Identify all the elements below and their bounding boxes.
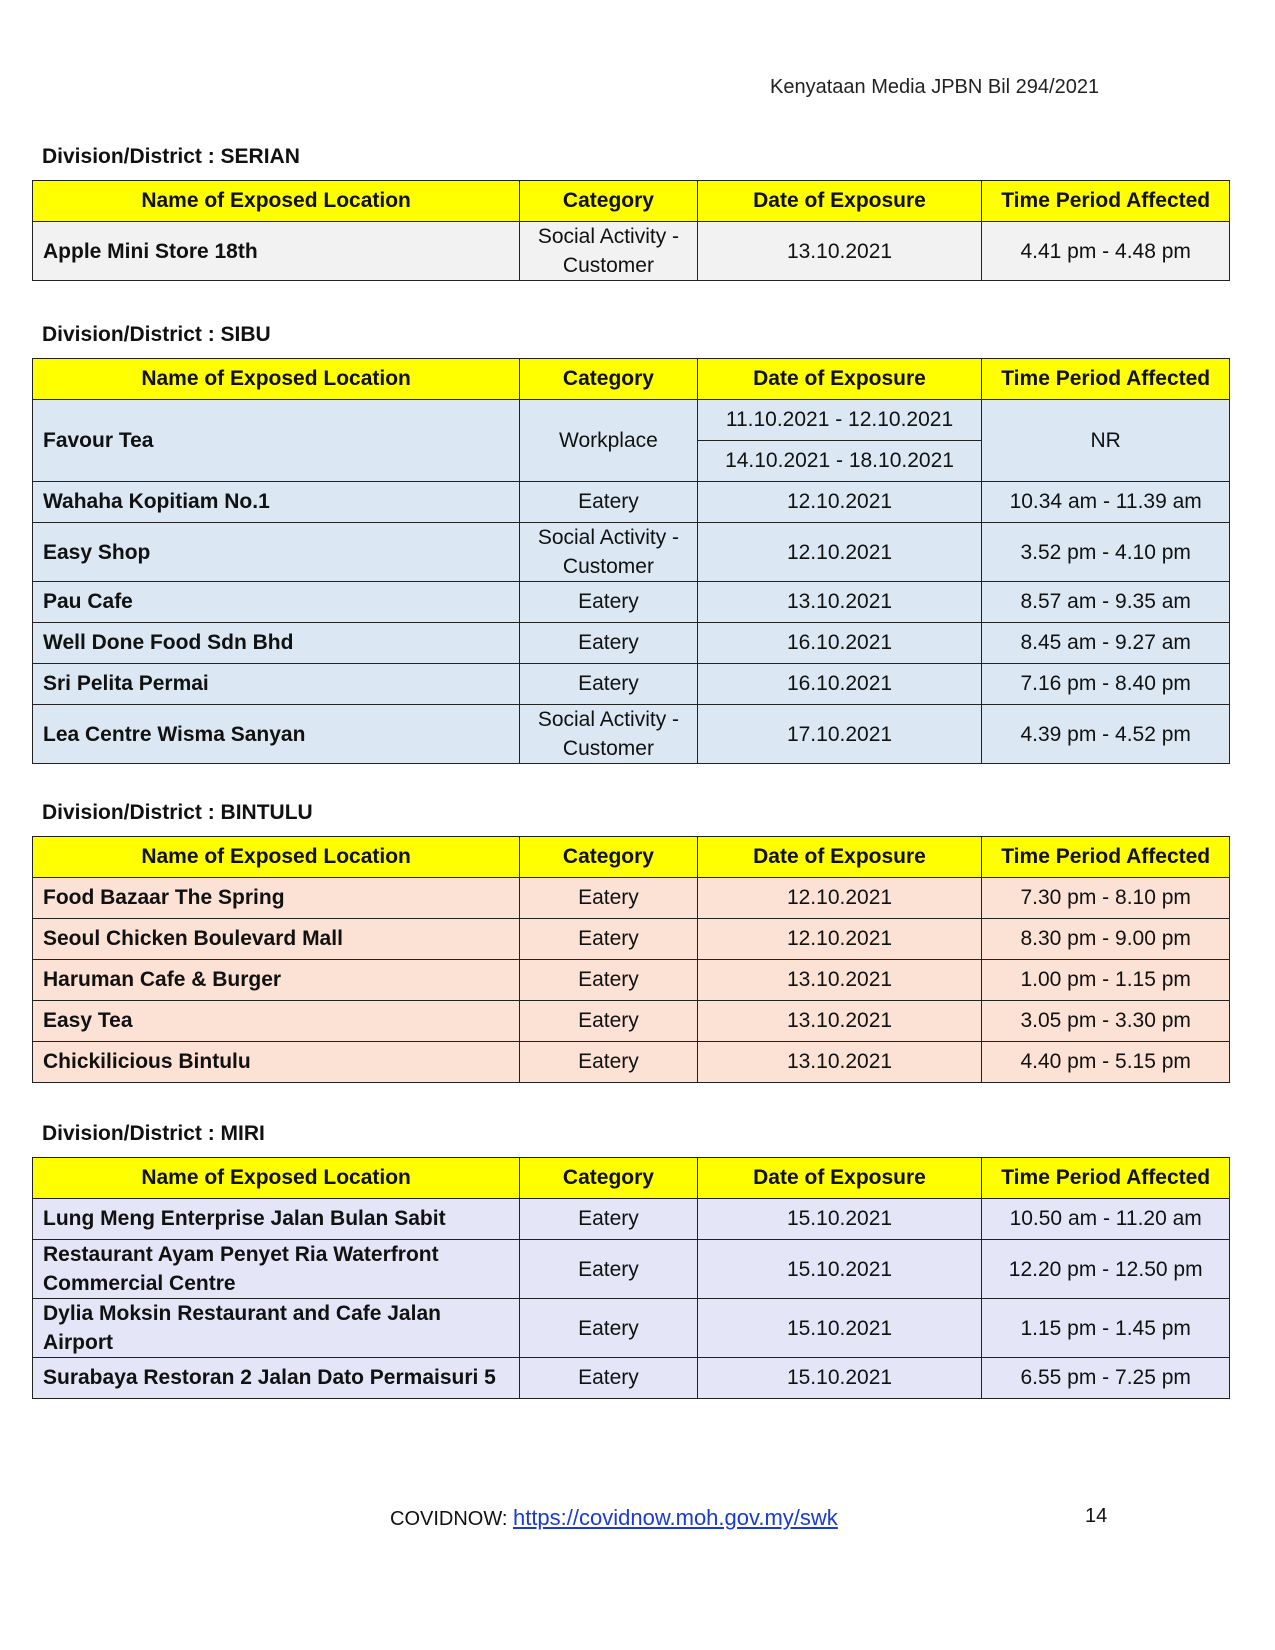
time-cell: 10.50 am - 11.20 am	[982, 1199, 1230, 1240]
category-cell: Eatery	[520, 1001, 697, 1042]
date-cell: 15.10.2021	[697, 1199, 982, 1240]
category-cell: Eatery	[520, 1199, 697, 1240]
exposure-table	[32, 180, 1230, 281]
table-row	[33, 482, 1230, 523]
table-header-row	[33, 181, 1230, 222]
column-header-date: Date of Exposure	[697, 1158, 982, 1199]
date-cell: 16.10.2021	[697, 623, 982, 664]
column-header-category: Category	[520, 837, 697, 878]
column-header-location: Name of Exposed Location	[33, 359, 520, 400]
table-row	[33, 919, 1230, 960]
location-cell: Surabaya Restoran 2 Jalan Dato Permaisuri 5	[33, 1358, 520, 1399]
time-cell: 8.57 am - 9.35 am	[982, 582, 1230, 623]
date-cell: 12.10.2021	[697, 878, 982, 919]
date-cell: 12.10.2021	[697, 523, 982, 582]
time-cell: 8.45 am - 9.27 am	[982, 623, 1230, 664]
category-cell: Social Activity - Customer	[520, 705, 697, 764]
date-cell: 13.10.2021	[697, 960, 982, 1001]
table-row	[33, 1299, 1230, 1358]
district-label: Division/District : SERIAN	[42, 145, 300, 168]
time-cell: 8.30 pm - 9.00 pm	[982, 919, 1230, 960]
column-header-date: Date of Exposure	[697, 359, 982, 400]
location-cell: Well Done Food Sdn Bhd	[33, 623, 520, 664]
category-cell: Eatery	[520, 878, 697, 919]
category-cell: Social Activity - Customer	[520, 523, 697, 582]
location-cell: Pau Cafe	[33, 582, 520, 623]
location-cell: Restaurant Ayam Penyet Ria Waterfront Commercial Centre	[33, 1240, 520, 1299]
date-cell: 14.10.2021 - 18.10.2021	[697, 441, 982, 482]
column-header-location: Name of Exposed Location	[33, 837, 520, 878]
table-row	[33, 582, 1230, 623]
location-cell: Dylia Moksin Restaurant and Cafe Jalan Airport	[33, 1299, 520, 1358]
page-number: 14	[1085, 1505, 1108, 1527]
date-cell: 11.10.2021 - 12.10.2021	[697, 400, 982, 441]
location-cell: Wahaha Kopitiam No.1	[33, 482, 520, 523]
time-cell: 1.15 pm - 1.45 pm	[982, 1299, 1230, 1358]
location-cell: Lung Meng Enterprise Jalan Bulan Sabit	[33, 1199, 520, 1240]
exposure-table	[32, 836, 1230, 1083]
date-cell: 13.10.2021	[697, 222, 982, 281]
time-cell: 4.39 pm - 4.52 pm	[982, 705, 1230, 764]
table-header-row	[33, 837, 1230, 878]
exposure-table	[32, 1157, 1230, 1399]
table-row	[33, 1001, 1230, 1042]
district-label: Division/District : BINTULU	[42, 801, 313, 824]
column-header-category: Category	[520, 1158, 697, 1199]
section-bintulu	[32, 798, 1230, 1083]
covidnow-reference	[390, 1505, 838, 1531]
category-cell: Eatery	[520, 1240, 697, 1299]
date-cell: 17.10.2021	[697, 705, 982, 764]
column-header-date: Date of Exposure	[697, 181, 982, 222]
table-row	[33, 400, 1230, 441]
category-cell: Eatery	[520, 482, 697, 523]
table-row	[33, 1199, 1230, 1240]
location-cell: Sri Pelita Permai	[33, 664, 520, 705]
date-cell: 15.10.2021	[697, 1358, 982, 1399]
time-cell: 4.40 pm - 5.15 pm	[982, 1042, 1230, 1083]
column-header-date: Date of Exposure	[697, 837, 982, 878]
location-cell: Food Bazaar The Spring	[33, 878, 520, 919]
column-header-category: Category	[520, 359, 697, 400]
category-cell: Eatery	[520, 1299, 697, 1358]
time-cell: 1.00 pm - 1.15 pm	[982, 960, 1230, 1001]
category-cell: Eatery	[520, 623, 697, 664]
table-row	[33, 1358, 1230, 1399]
exposure-table	[32, 358, 1230, 764]
location-cell: Chickilicious Bintulu	[33, 1042, 520, 1083]
time-cell: 3.05 pm - 3.30 pm	[982, 1001, 1230, 1042]
table-row	[33, 705, 1230, 764]
time-cell: 4.41 pm - 4.48 pm	[982, 222, 1230, 281]
date-cell: 13.10.2021	[697, 582, 982, 623]
table-row	[33, 523, 1230, 582]
time-cell: 7.16 pm - 8.40 pm	[982, 664, 1230, 705]
table-row	[33, 960, 1230, 1001]
category-cell: Eatery	[520, 582, 697, 623]
time-cell: 10.34 am - 11.39 am	[982, 482, 1230, 523]
table-row	[33, 623, 1230, 664]
section-sibu	[32, 320, 1230, 764]
category-cell: Social Activity - Customer	[520, 222, 697, 281]
time-cell: 6.55 pm - 7.25 pm	[982, 1358, 1230, 1399]
category-cell: Eatery	[520, 919, 697, 960]
location-cell: Apple Mini Store 18th	[33, 222, 520, 281]
district-label: Division/District : MIRI	[42, 1122, 265, 1145]
time-cell: 7.30 pm - 8.10 pm	[982, 878, 1230, 919]
category-cell: Workplace	[520, 400, 697, 482]
category-cell: Eatery	[520, 664, 697, 705]
date-cell: 16.10.2021	[697, 664, 982, 705]
column-header-location: Name of Exposed Location	[33, 1158, 520, 1199]
location-cell: Easy Tea	[33, 1001, 520, 1042]
category-cell: Eatery	[520, 960, 697, 1001]
category-cell: Eatery	[520, 1042, 697, 1083]
table-row	[33, 1042, 1230, 1083]
category-cell: Eatery	[520, 1358, 697, 1399]
table-row	[33, 664, 1230, 705]
table-row	[33, 1240, 1230, 1299]
document-reference: Kenyataan Media JPBN Bil 294/2021	[770, 76, 1100, 98]
location-cell: Lea Centre Wisma Sanyan	[33, 705, 520, 764]
column-header-location: Name of Exposed Location	[33, 181, 520, 222]
date-cell: 12.10.2021	[697, 919, 982, 960]
time-cell: 3.52 pm - 4.10 pm	[982, 523, 1230, 582]
date-cell: 15.10.2021	[697, 1240, 982, 1299]
table-row	[33, 222, 1230, 281]
date-cell: 13.10.2021	[697, 1042, 982, 1083]
location-cell: Easy Shop	[33, 523, 520, 582]
date-cell: 15.10.2021	[697, 1299, 982, 1358]
section-serian	[32, 142, 1230, 281]
covidnow-label: COVIDNOW:	[390, 1508, 513, 1530]
location-cell: Seoul Chicken Boulevard Mall	[33, 919, 520, 960]
table-header-row	[33, 359, 1230, 400]
time-cell: 12.20 pm - 12.50 pm	[982, 1240, 1230, 1299]
time-cell: NR	[982, 400, 1230, 482]
column-header-time: Time Period Affected	[982, 359, 1230, 400]
district-label: Division/District : SIBU	[42, 323, 271, 346]
covidnow-link[interactable]: https://covidnow.moh.gov.my/swk	[512, 1505, 838, 1530]
column-header-time: Time Period Affected	[982, 1158, 1230, 1199]
date-cell: 13.10.2021	[697, 1001, 982, 1042]
table-header-row	[33, 1158, 1230, 1199]
column-header-time: Time Period Affected	[982, 837, 1230, 878]
column-header-time: Time Period Affected	[982, 181, 1230, 222]
location-cell: Haruman Cafe & Burger	[33, 960, 520, 1001]
section-miri	[32, 1119, 1230, 1399]
column-header-category: Category	[520, 181, 697, 222]
table-row	[33, 878, 1230, 919]
location-cell: Favour Tea	[33, 400, 520, 482]
date-cell: 12.10.2021	[697, 482, 982, 523]
